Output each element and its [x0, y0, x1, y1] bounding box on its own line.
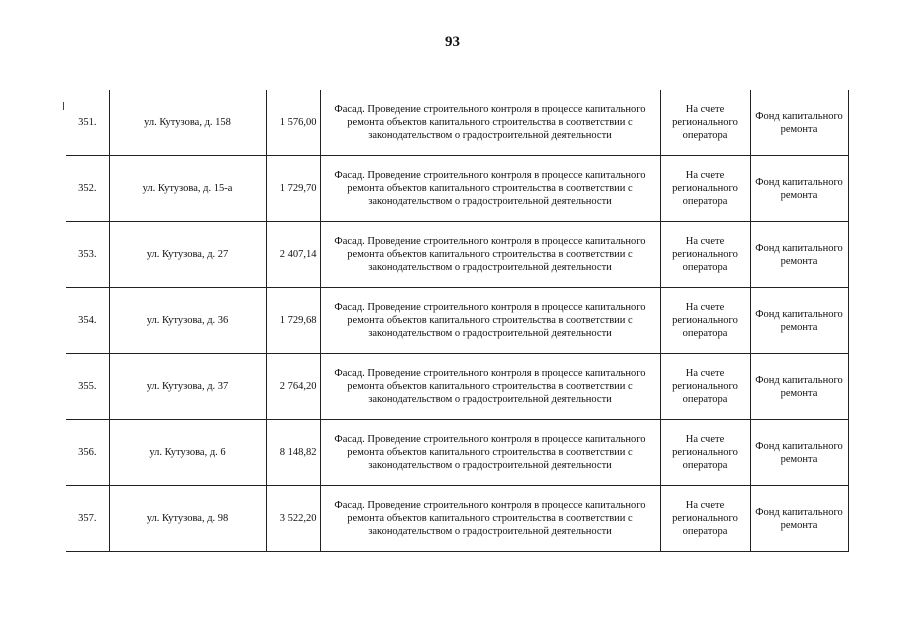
row-number: 357. — [66, 486, 109, 552]
row-cost: 8 148,82 — [266, 420, 320, 486]
table-row — [66, 288, 848, 354]
row-work-description: Фасад. Проведение строительного контроля в процессе капитального ремонта объектов капитального строительства в соответствии с законодательством о градостроительной деятельности — [320, 288, 660, 354]
row-account-method: На счете регионального оператора — [660, 288, 750, 354]
row-account-method: На счете регионального оператора — [660, 420, 750, 486]
row-account-method: На счете регионального оператора — [660, 354, 750, 420]
row-cost: 2 764,20 — [266, 354, 320, 420]
row-work-description: Фасад. Проведение строительного контроля в процессе капитального ремонта объектов капитального строительства в соответствии с законодательством о градостроительной деятельности — [320, 90, 660, 156]
table-row — [66, 222, 848, 288]
scan-artifact-mark — [63, 102, 64, 110]
row-cost: 2 407,14 — [266, 222, 320, 288]
row-cost: 1 576,00 — [266, 90, 320, 156]
row-number: 354. — [66, 288, 109, 354]
row-address: ул. Кутузова, д. 36 — [109, 288, 266, 354]
table-row — [66, 486, 848, 552]
row-account-method: На счете регионального оператора — [660, 90, 750, 156]
row-address: ул. Кутузова, д. 37 — [109, 354, 266, 420]
row-work-description: Фасад. Проведение строительного контроля в процессе капитального ремонта объектов капитального строительства в соответствии с законодательством о градостроительной деятельности — [320, 222, 660, 288]
page-number: 93 — [445, 34, 460, 50]
row-work-description: Фасад. Проведение строительного контроля в процессе капитального ремонта объектов капитального строительства в соответствии с законодательством о градостроительной деятельности — [320, 354, 660, 420]
table-row — [66, 90, 848, 156]
row-work-description: Фасад. Проведение строительного контроля в процессе капитального ремонта объектов капитального строительства в соответствии с законодательством о градостроительной деятельности — [320, 156, 660, 222]
row-funding-source: Фонд капитального ремонта — [750, 222, 848, 288]
row-address: ул. Кутузова, д. 98 — [109, 486, 266, 552]
row-funding-source: Фонд капитального ремонта — [750, 90, 848, 156]
row-number: 356. — [66, 420, 109, 486]
row-account-method: На счете регионального оператора — [660, 156, 750, 222]
row-account-method: На счете регионального оператора — [660, 222, 750, 288]
table-row — [66, 420, 848, 486]
row-funding-source: Фонд капитального ремонта — [750, 288, 848, 354]
row-work-description: Фасад. Проведение строительного контроля в процессе капитального ремонта объектов капитального строительства в соответствии с законодательством о градостроительной деятельности — [320, 420, 660, 486]
row-cost: 1 729,68 — [266, 288, 320, 354]
table-row — [66, 156, 848, 222]
repair-works-table — [66, 90, 849, 552]
row-number: 351. — [66, 90, 109, 156]
row-address: ул. Кутузова, д. 6 — [109, 420, 266, 486]
row-account-method: На счете регионального оператора — [660, 486, 750, 552]
row-funding-source: Фонд капитального ремонта — [750, 354, 848, 420]
row-number: 355. — [66, 354, 109, 420]
row-funding-source: Фонд капитального ремонта — [750, 486, 848, 552]
row-work-description: Фасад. Проведение строительного контроля в процессе капитального ремонта объектов капитального строительства в соответствии с законодательством о градостроительной деятельности — [320, 486, 660, 552]
table-row — [66, 354, 848, 420]
row-address: ул. Кутузова, д. 27 — [109, 222, 266, 288]
row-cost: 3 522,20 — [266, 486, 320, 552]
row-cost: 1 729,70 — [266, 156, 320, 222]
row-address: ул. Кутузова, д. 158 — [109, 90, 266, 156]
row-funding-source: Фонд капитального ремонта — [750, 156, 848, 222]
row-funding-source: Фонд капитального ремонта — [750, 420, 848, 486]
row-number: 352. — [66, 156, 109, 222]
row-number: 353. — [66, 222, 109, 288]
row-address: ул. Кутузова, д. 15-а — [109, 156, 266, 222]
